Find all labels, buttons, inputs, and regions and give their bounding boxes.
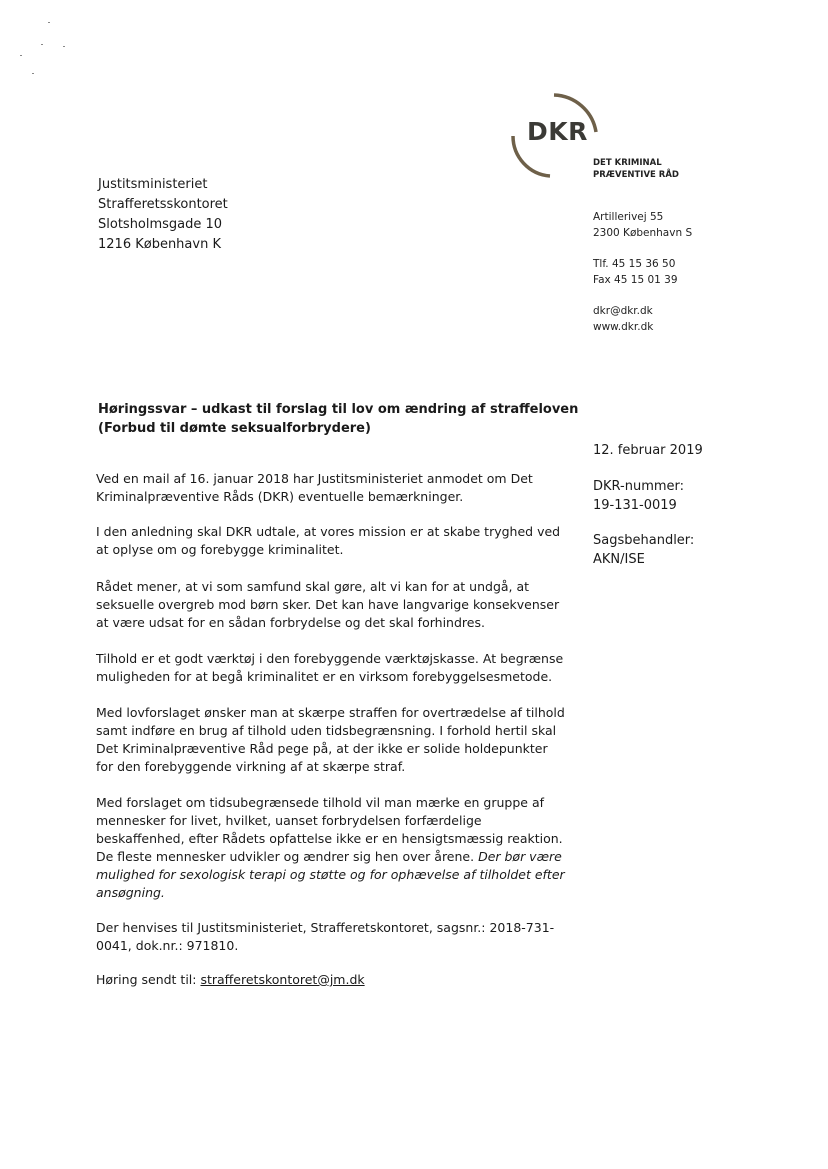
sender-email[interactable]: dkr@dkr.dk — [593, 305, 653, 317]
paragraph-2: I den anledning skal DKR udtale, at vores mission er at skabe tryghed ved at oplyse om og forebygge kriminalitet. — [96, 524, 561, 557]
scan-speck — [20, 55, 22, 56]
paragraph-1: Ved en mail af 16. januar 2018 har Justitsministeriet anmodet om Det Kriminalpræventive Råds (DKR) eventuelle bemærkninger. — [96, 471, 533, 504]
scan-speck — [63, 46, 65, 47]
sender-address: Artillerivej 55 2300 København S — [593, 211, 693, 239]
paragraph-8: Høring sendt til: strafferetskontoret@jm.dk — [96, 972, 365, 987]
logo-text: DKR — [527, 117, 588, 146]
document-date: 12. februar 2019 — [593, 443, 703, 458]
paragraph-3: Rådet mener, at vi som samfund skal gøre, alt vi kan for at undgå, at seksuelle overgreb mod børn sker. Det kan have langvarige konsekvenser at være udsat for en sådan forbrydelse og det skal forhindres. — [96, 579, 560, 630]
sender-contact — [593, 303, 653, 335]
recipient-address: Justitsministeriet Strafferetsskontoret Slotsholmsgade 10 1216 København K — [98, 177, 228, 252]
paragraph-5: Med lovforslaget ønsker man at skærpe straffen for overtrædelse af tilhold samt indføre en brug af tilhold uden tidsbegrænsning. I forhold hertil skal Det Kriminalpræventive Råd pege på, at der ikke er solide holdepunkter for den forebyggende virkning af at skærpe straf. — [96, 705, 565, 774]
scan-speck — [41, 44, 43, 45]
organization-name: DET KRIMINAL PRÆVENTIVE RÅD — [593, 158, 679, 180]
scan-speck — [48, 22, 50, 23]
case-handler: Sagsbehandler: AKN/ISE — [593, 533, 695, 567]
paragraph-7: Der henvises til Justitsministeriet, Strafferetskontoret, sagsnr.: 2018-731- 0041, dok.nr.: 971810. — [96, 920, 555, 953]
hearing-email-link[interactable]: strafferetskontoret@jm.dk — [200, 972, 365, 987]
paragraph-6: Med forslaget om tidsubegrænsede tilhold vil man mærke en gruppe af mennesker for livet, hvilket, uanset forbrydelsen forfærdelige beskaffenhed, efter Rådets opfattelse ikke er en hensigtsmæssig reaktion. De fleste mennesker udvikler og ændrer sig hen over årene. Der bør være mulighed for sexologisk terapi og støtte og for ophævelse af tilholdet efter ansøgning. — [96, 795, 565, 900]
sender-web[interactable]: www.dkr.dk — [593, 321, 654, 333]
sender-phone: Tlf. 45 15 36 50 Fax 45 15 01 39 — [593, 258, 678, 286]
dkr-number: DKR-nummer: 19-131-0019 — [593, 479, 685, 513]
paragraph-4: Tilhold er et godt værktøj i den forebyggende værktøjskasse. At begrænse muligheden for at begå kriminalitet er en virksom forebyggelsesmetode. — [96, 651, 564, 684]
document-title: Høringssvar – udkast til forslag til lov om ændring af straffeloven (Forbud til dømte seksualforbrydere) — [98, 402, 579, 436]
scan-speck — [32, 73, 34, 74]
